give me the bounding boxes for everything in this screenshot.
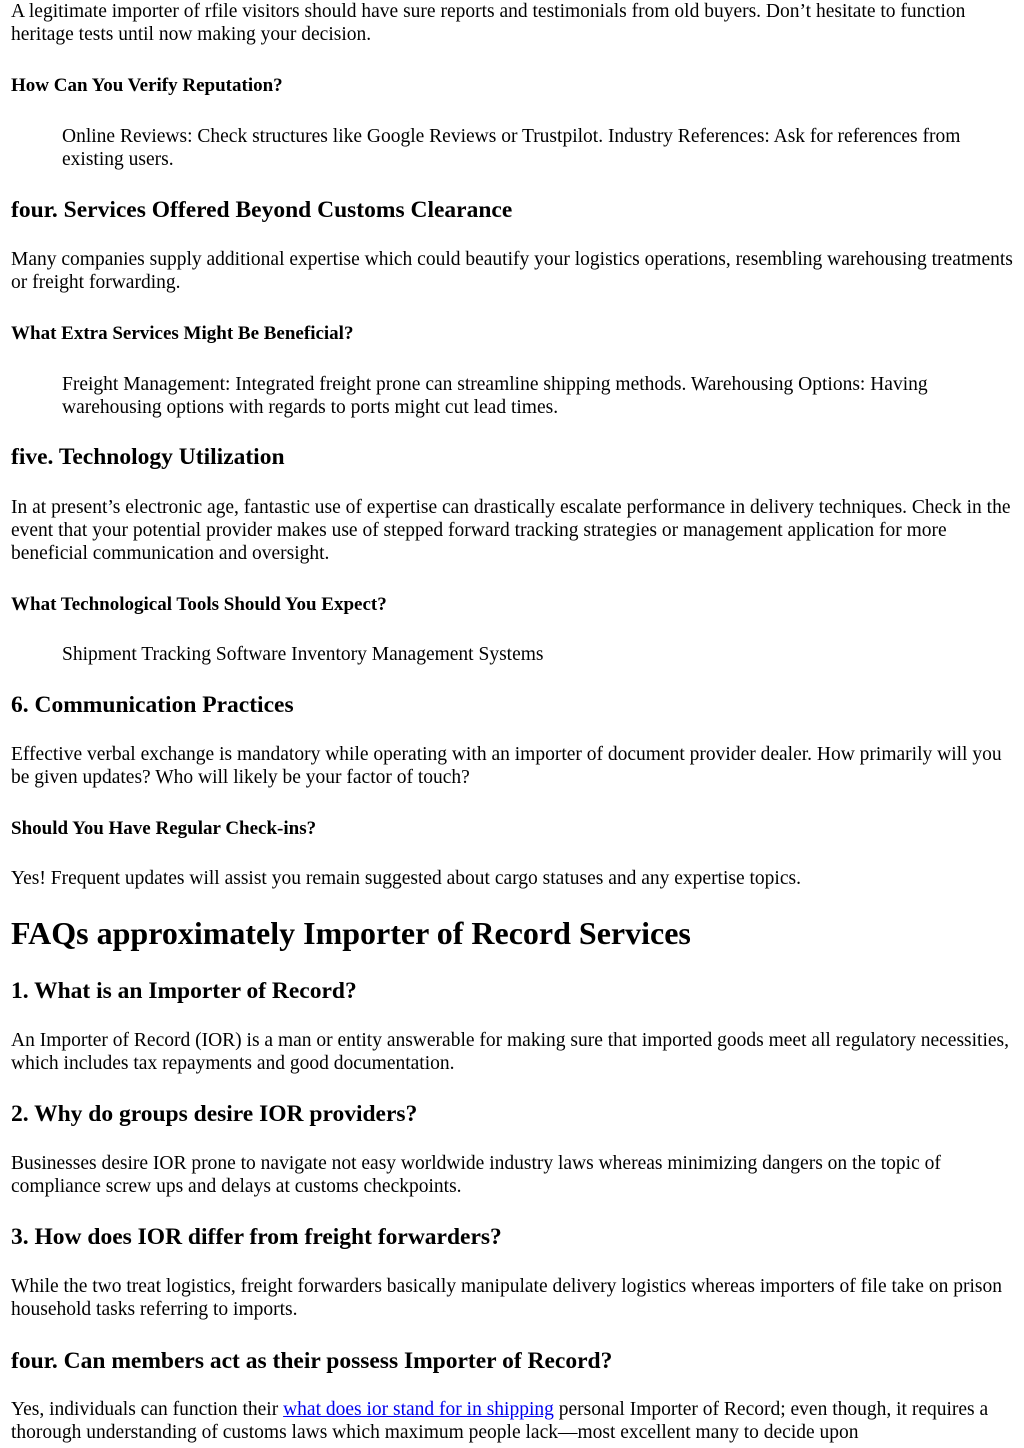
paragraph-faq-3: While the two treat logistics, freight forwarders basically manipulate delivery logistics whereas importers of file take on prison household tasks referring to imports. [11, 1276, 1002, 1320]
ior-shipping-link[interactable]: what does ior stand for in shipping [283, 1399, 554, 1420]
heading-services-offered: four. Services Offered Beyond Customs Clearance [11, 197, 513, 223]
paragraph-intro: A legitimate importer of rfile visitors should have sure reports and testimonials from old buyers. Don’t hesitate to function heritage tests until now making your decision. [11, 1, 966, 45]
paragraph-communication-practices: Effective verbal exchange is mandatory while operating with an importer of document provider dealer. How primarily will you be given updates? Who will likely be your factor of touch? [11, 744, 1002, 788]
heading-communication-practices: 6. Communication Practices [11, 692, 294, 718]
heading-regular-checkins: Should You Have Regular Check-ins? [11, 818, 317, 839]
heading-extra-services: What Extra Services Might Be Beneficial? [11, 323, 354, 344]
paragraph-faq-4-text-after: personal Importer of Record; even though, it requires a thorough understanding of customs laws which maximum people lack—most excellent many to decide upon [11, 1399, 989, 1443]
heading-faqs: FAQs approximately Importer of Record Services [11, 915, 691, 951]
blockquote-verify-reputation: Online Reviews: Check structures like Google Reviews or Trustpilot. Industry References: Ask for references from existing users. [62, 126, 961, 170]
heading-verify-reputation: How Can You Verify Reputation? [11, 75, 283, 96]
paragraph-faq-2: Businesses desire IOR prone to navigate not easy worldwide industry laws whereas minimizing dangers on the topic of compliance screw ups and delays at customs checkpoints. [11, 1153, 941, 1197]
paragraph-faq-4-text-before: Yes, individuals can function their [11, 1399, 284, 1420]
paragraph-services-offered: Many companies supply additional expertise which could beautify your logistics operations, resembling warehousing treatments or freight forwarding. [11, 249, 1013, 293]
paragraph-faq-4 [11, 1398, 1016, 1444]
paragraph-regular-checkins: Yes! Frequent updates will assist you remain suggested about cargo statuses and any expertise topics. [11, 868, 801, 889]
paragraph-technology-utilization: In at present’s electronic age, fantastic use of expertise can drastically escalate performance in delivery techniques. Check in the event that your potential provider makes use of stepped forward tracking strategies or management application for more beneficial communication and oversight. [11, 497, 1011, 564]
paragraph-faq-1: An Importer of Record (IOR) is a man or entity answerable for making sure that imported goods meet all regulatory necessities, which includes tax repayments and good documentation. [11, 1030, 1009, 1074]
heading-technology-utilization: five. Technology Utilization [11, 444, 285, 470]
heading-technological-tools: What Technological Tools Should You Expect? [11, 594, 387, 615]
heading-faq-4: four. Can members act as their possess Importer of Record? [11, 1348, 613, 1374]
blockquote-technological-tools: Shipment Tracking Software Inventory Management Systems [62, 644, 544, 665]
heading-faq-2: 2. Why do groups desire IOR providers? [11, 1101, 418, 1127]
heading-faq-1: 1. What is an Importer of Record? [11, 978, 357, 1004]
heading-faq-3: 3. How does IOR differ from freight forwarders? [11, 1224, 502, 1250]
blockquote-extra-services: Freight Management: Integrated freight prone can streamline shipping methods. Warehousing Options: Having warehousing options with regards to ports might cut lead times. [62, 374, 928, 418]
